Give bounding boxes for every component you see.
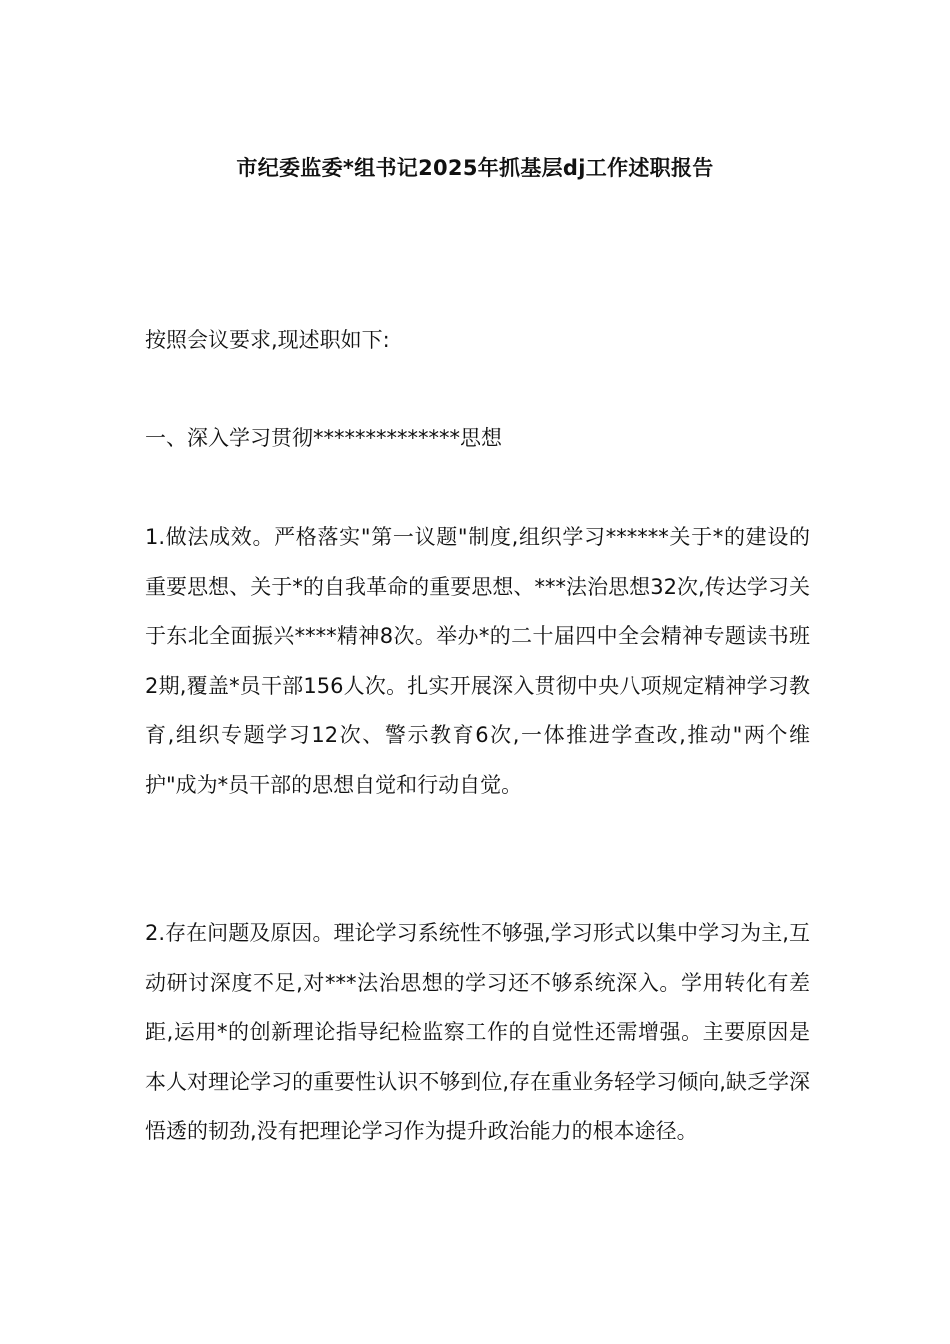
- section-heading: 一、深入学习贯彻**************思想: [145, 426, 502, 450]
- body-paragraph-2: 2.存在问题及原因。理论学习系统性不够强,学习形式以集中学习为主,互动研讨深度不足,对***法治思想的学习还不够系统深入。学用转化有差距,运用*的创新理论指导纪检监察工作的自觉性还需增强。主要原因是本人对理论学习的重要性认识不够到位,存在重业务轻学习倾向,缺乏学深悟透的韧劲,没有把理论学习作为提升政治能力的根本途径。: [145, 921, 810, 1143]
- intro-paragraph: 按照会议要求,现述职如下:: [145, 328, 390, 352]
- document-title: 市纪委监委*组书记2025年抓基层dj工作述职报告: [236, 156, 714, 180]
- body-paragraph-1: 1.做法成效。严格落实"第一议题"制度,组织学习******关于*的建设的重要思想、关于*的自我革命的重要思想、***法治思想32次,传达学习关于东北全面振兴****精神8次。举办*的二十届四中全会精神专题读书班2期,覆盖*员干部156人次。扎实开展深入贯彻中央八项规定精神学习教育,组织专题学习12次、警示教育6次,一体推进学查改,推动"两个维护"成为*员干部的思想自觉和行动自觉。: [145, 525, 810, 797]
